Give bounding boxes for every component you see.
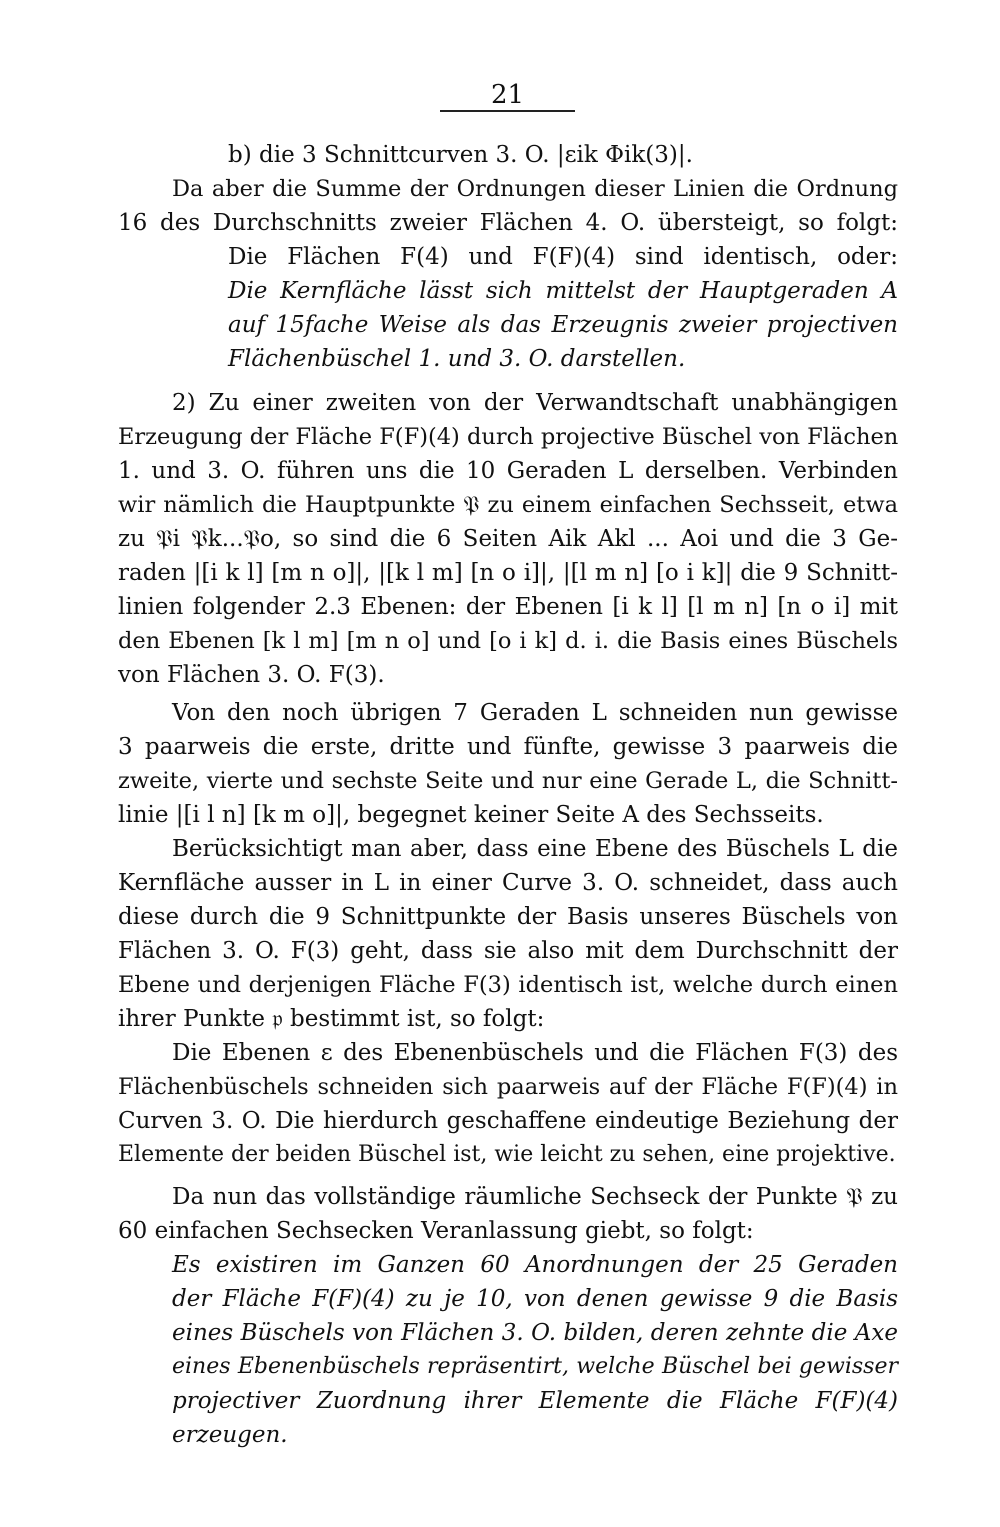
text-line: Flächenbüschels schneiden sich paarweis auf der Fläche F(F)(4) in [118, 1074, 898, 1100]
text-line: der Fläche F(F)(4) zu je 10, von denen gewisse 9 die Basis [172, 1286, 898, 1312]
text-line: linie |[i l n] [k m o]|, begegnet keiner Seite A des Sechsseits. [118, 802, 824, 828]
text-line: Es existiren im Ganzen 60 Anordnungen der 25 Geraden [172, 1252, 898, 1278]
text-line: 1. und 3. O. führen uns die 10 Geraden L derselben. Verbinden [118, 458, 898, 484]
text-line: 2) Zu einer zweiten von der Verwandtschaft unabhängigen [172, 390, 898, 416]
text-line: Ebene und derjenigen Fläche F(3) identisch ist, welche durch einen [118, 972, 898, 998]
text-line: erzeugen. [172, 1422, 288, 1448]
text-line: Erzeugung der Fläche F(F)(4) durch projective Büschel von Flächen [118, 424, 899, 450]
text-line: zweite, vierte und sechste Seite und nur eine Gerade L, die Schnitt- [118, 768, 898, 794]
text-line: Da nun das vollständige räumliche Sechseck der Punkte 𝔓 zu [172, 1184, 898, 1210]
text-line: Kernfläche ausser in L in einer Curve 3. O. schneidet, dass auch [118, 870, 898, 896]
text-line: linien folgender 2.3 Ebenen: der Ebenen [i k l] [l m n] [n o i] mit [118, 594, 898, 620]
text-line: Elemente der beiden Büschel ist, wie leicht zu sehen, eine projektive. [118, 1142, 896, 1167]
text-line: diese durch die 9 Schnittpunkte der Basis unseres Büschels von [118, 904, 898, 930]
text-line: eines Ebenenbüschels repräsentirt, welche Büschel bei gewisser [172, 1354, 898, 1379]
text-line: von Flächen 3. O. F(3). [118, 662, 385, 688]
text-line: ihrer Punkte 𝔭 bestimmt ist, so folgt: [118, 1006, 545, 1032]
text-line: projectiver Zuordnung ihrer Elemente die Fläche F(F)(4) [172, 1388, 898, 1414]
text-line: 3 paarweis die erste, dritte und fünfte, gewisse 3 paarweis die [118, 734, 898, 760]
page-number: 21 [490, 80, 525, 110]
text-line: raden |[i k l] [m n o]|, |[k l m] [n o i]|, |[l m n] [o i k]| die 9 Schnitt- [118, 560, 898, 586]
text-line: den Ebenen [k l m] [m n o] und [o i k] d. i. die Basis eines Büschels [118, 628, 898, 654]
text-line: Die Kernfläche lässt sich mittelst der Hauptgeraden A [228, 278, 898, 304]
text-line: 16 des Durchschnitts zweier Flächen 4. O. übersteigt, so folgt: [118, 210, 898, 236]
text-line: eines Büschels von Flächen 3. O. bilden, deren zehnte die Axe [172, 1320, 898, 1346]
text-line: auf 15fache Weise als das Erzeugnis zweier projectiven [228, 312, 898, 338]
header-rule [440, 110, 575, 112]
text-line: b) die 3 Schnittcurven 3. O. |εik Φik(3)|. [228, 142, 693, 168]
text-line: Da aber die Summe der Ordnungen dieser Linien die Ordnung [172, 176, 898, 202]
text-line: Curven 3. O. Die hierdurch geschaffene eindeutige Beziehung der [118, 1108, 898, 1134]
text-line: Berücksichtigt man aber, dass eine Ebene des Büschels L die [172, 836, 898, 862]
text-line: Die Ebenen ε des Ebenenbüschels und die Flächen F(3) des [172, 1040, 898, 1066]
text-line: 60 einfachen Sechsecken Veranlassung giebt, so folgt: [118, 1218, 754, 1244]
text-line: Von den noch übrigen 7 Geraden L schneiden nun gewisse [172, 700, 898, 726]
text-line: Flächen 3. O. F(3) geht, dass sie also mit dem Durchschnitt der [118, 938, 898, 964]
text-line: Die Flächen F(4) und F(F)(4) sind identisch, oder: [228, 244, 898, 270]
text-line: wir nämlich die Hauptpunkte 𝔓 zu einem einfachen Sechsseit, etwa [118, 492, 898, 518]
text-line: zu 𝔓i 𝔓k...𝔓o, so sind die 6 Seiten Aik Akl ... Aoi und die 3 Ge- [118, 526, 898, 552]
text-line: Flächenbüschel 1. und 3. O. darstellen. [228, 346, 686, 372]
